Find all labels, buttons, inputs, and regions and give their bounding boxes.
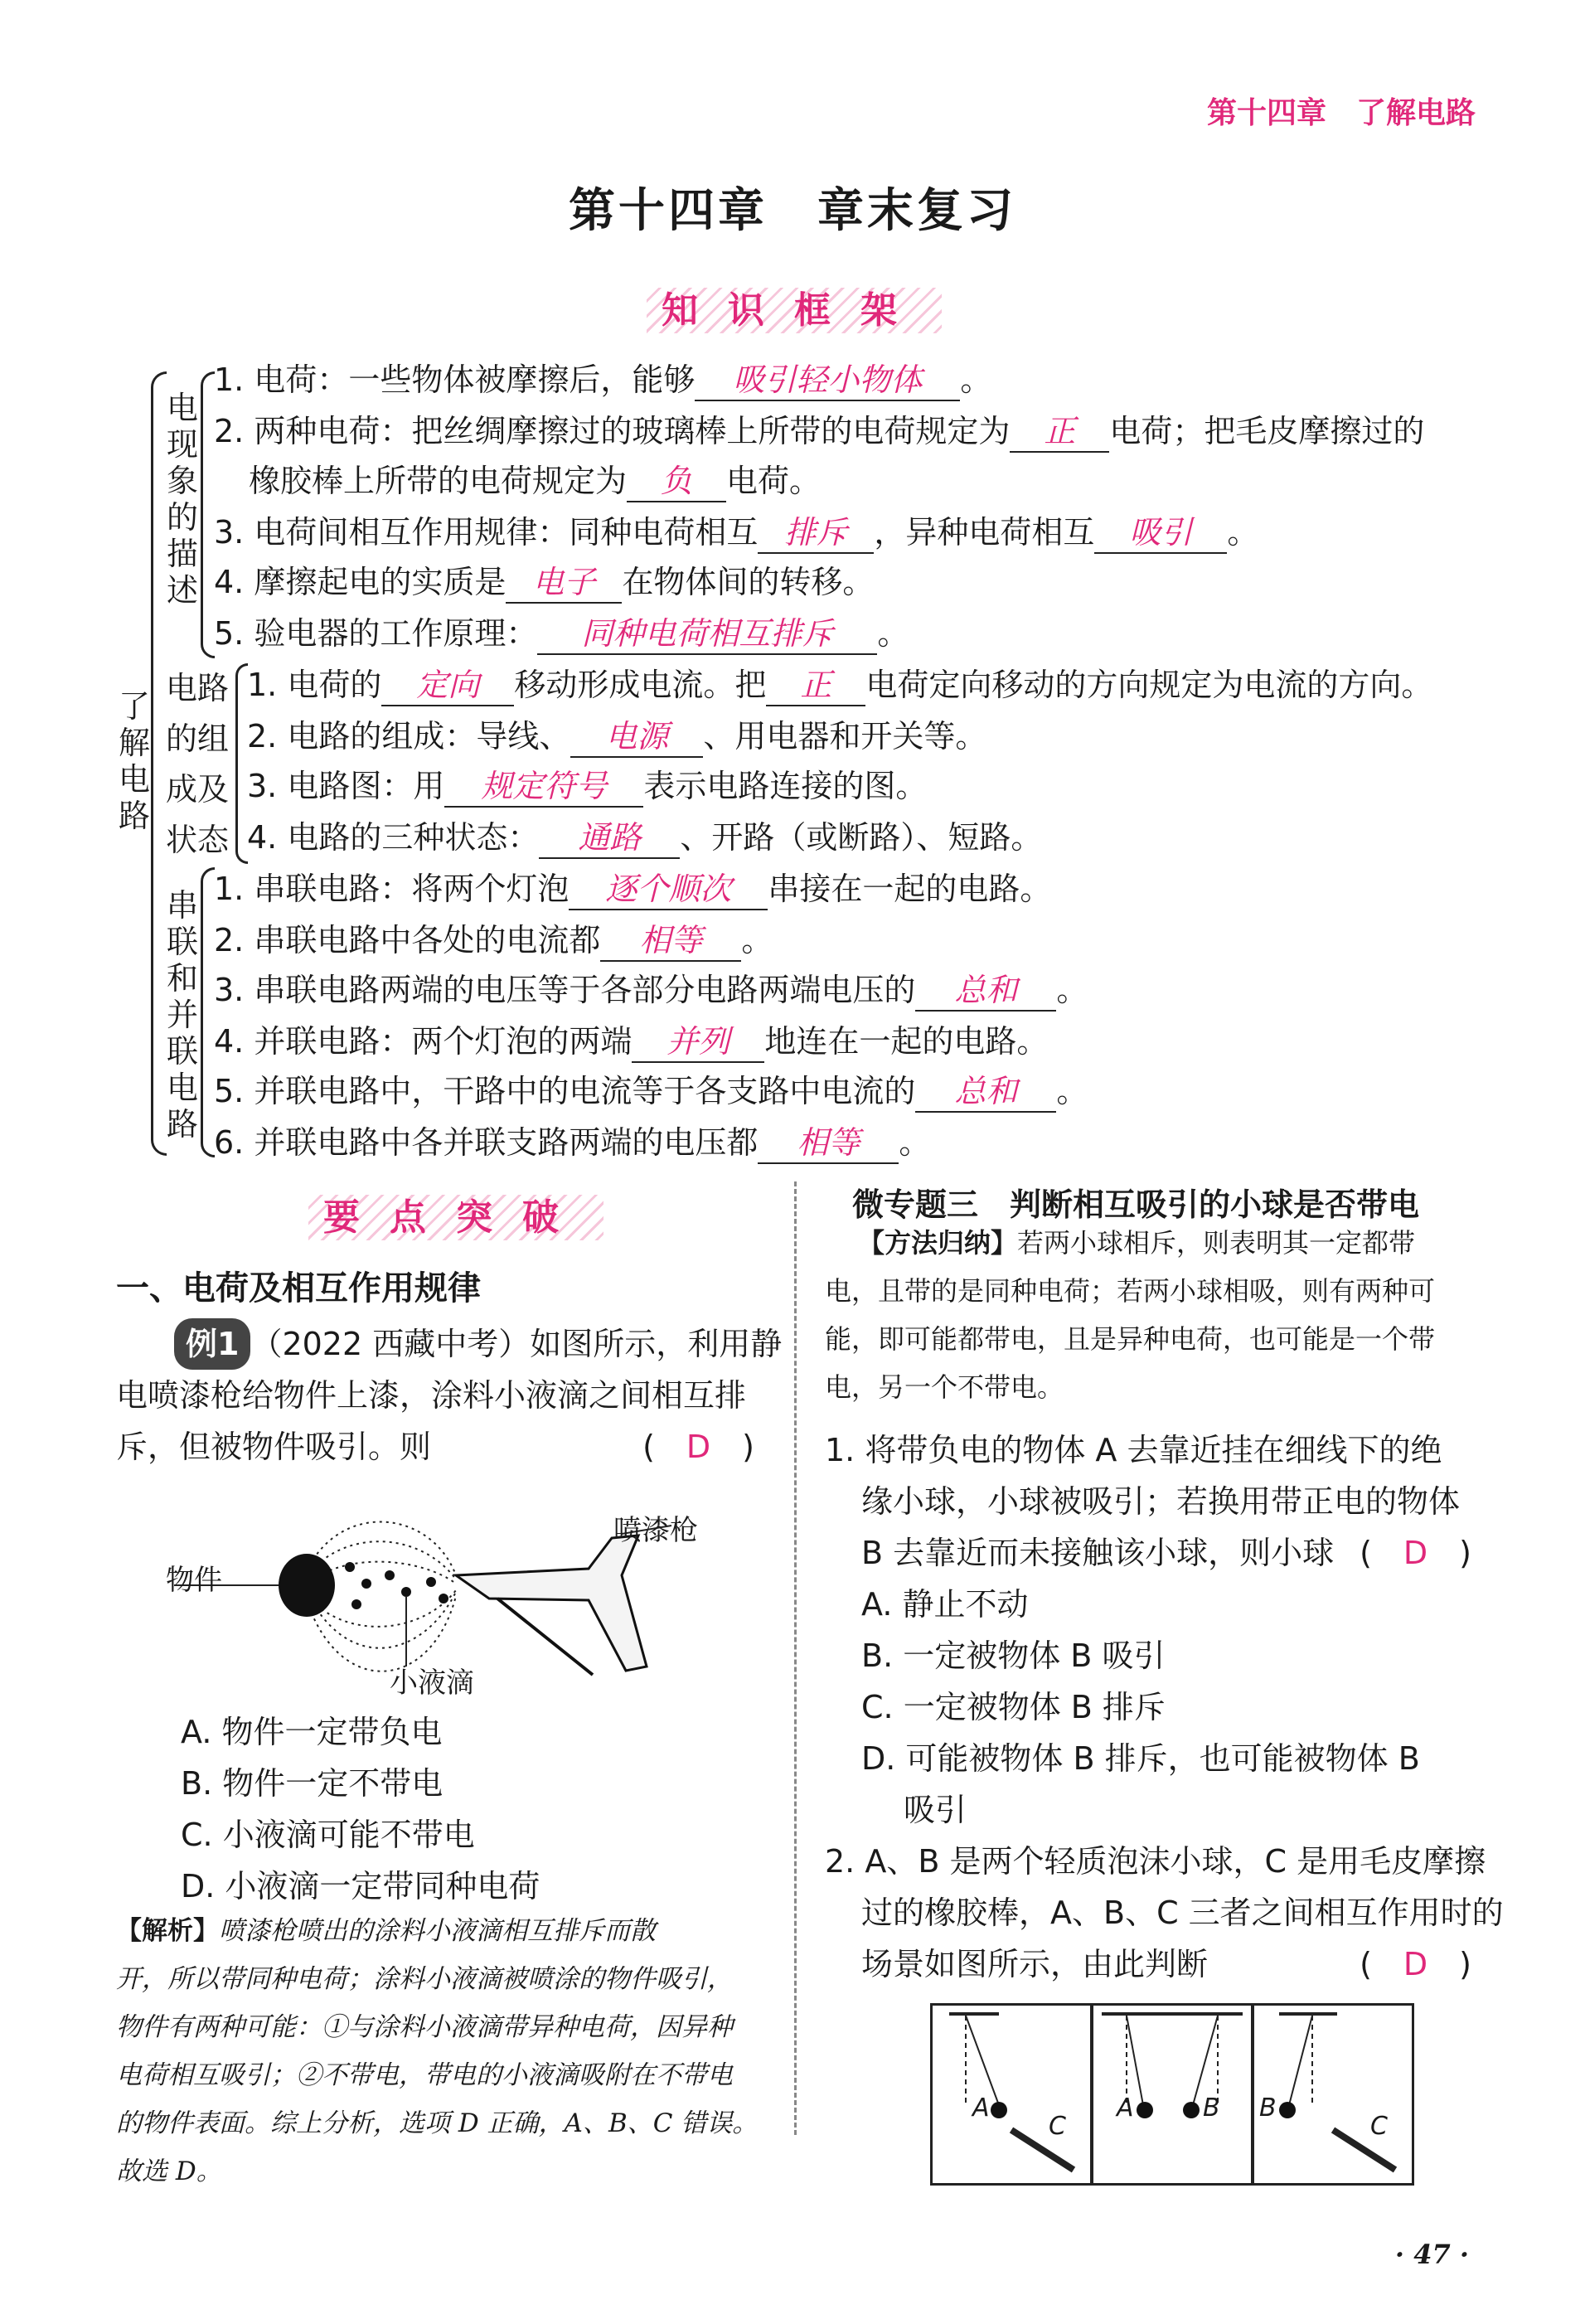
root-label: 了解电路 — [118, 688, 150, 834]
group-brace-2 — [235, 663, 248, 864]
kf-line-10 — [247, 813, 1042, 862]
analysis-line: 电荷相互吸引；②不带电，带电的小液滴吸附在不带电 — [116, 2060, 733, 2090]
kf-line-11 — [214, 864, 1051, 914]
panel-2-label-a: A — [1117, 2094, 1134, 2123]
method-tag: 【方法归纳】 — [858, 1227, 1018, 1259]
analysis-line: 故选 D。 — [116, 2157, 222, 2186]
figure-panel-1 — [930, 2003, 1093, 2186]
kf-text: 。 — [960, 361, 992, 398]
question-2: 2. A、B 是两个轻质泡沫小球，C 是用毛皮摩擦 过的橡胶棒，A、B、C 三者之间相互作用时的 场景如图所示，由此判断 ( D ) — [825, 1836, 1488, 1990]
kf-answer-blank: 吸引 — [1094, 512, 1227, 554]
panel-3-label-b: B — [1259, 2094, 1277, 2123]
question-line: 过的橡胶棒，A、B、C 三者之间相互作用时的 — [861, 1895, 1504, 1931]
page-number: · 47 · — [1394, 2239, 1469, 2270]
kf-answer-blank: 电源 — [570, 716, 703, 758]
banner-text: 要点突破 — [308, 1195, 603, 1240]
kf-text: 1. 电荷的 — [247, 667, 382, 703]
kf-line-3 — [249, 456, 821, 506]
method-line: 电，且带的是同种电荷；若两小球相吸，则有两种可 — [825, 1275, 1436, 1307]
kf-text: 4. 并联电路：两个灯泡的两端 — [214, 1023, 633, 1060]
kf-text: 。 — [741, 922, 773, 958]
analysis-tag: 【解析】 — [116, 1916, 219, 1946]
figure-panel-2 — [1091, 2003, 1253, 2186]
panel-2-label-b: B — [1203, 2094, 1220, 2123]
panel-1-drawing — [933, 2006, 1090, 2183]
analysis-line: 喷漆枪喷出的涂料小液滴相互排斥而散 — [219, 1916, 656, 1946]
kf-answer-blank: 定向 — [381, 665, 514, 706]
kf-line-13 — [214, 965, 1088, 1015]
banner-key-points — [308, 1187, 603, 1240]
kf-text: 、开路（或断路）、短路。 — [680, 819, 1043, 856]
kf-text: 2. 电路的组成：导线、 — [247, 718, 571, 754]
kf-line-2 — [214, 406, 1424, 456]
kf-text: 5. 验电器的工作原理： — [214, 615, 538, 652]
section-heading: 一、电荷及相互作用规律 — [116, 1269, 481, 1308]
page-title: 第十四章 章末复习 — [569, 183, 1016, 238]
kf-text: 4. 摩擦起电的实质是 — [214, 564, 507, 600]
example-tag: 例1 — [174, 1318, 250, 1370]
question-line: 2. A、B 是两个轻质泡沫小球，C 是用毛皮摩擦 — [825, 1843, 1486, 1880]
banner-text: 知识框架 — [647, 288, 942, 333]
kf-line-14 — [214, 1016, 1048, 1066]
kf-text: 移动形成电流。把 — [514, 667, 767, 703]
question-line: 缘小球，小球被吸引；若换用带正电的物体 — [861, 1483, 1461, 1520]
kf-text: 。 — [1056, 1073, 1088, 1109]
kf-text: 地连在一起的电路。 — [764, 1023, 1049, 1060]
panel-1-label-c: C — [1049, 2112, 1066, 2141]
analysis-block — [116, 1907, 788, 2195]
kf-answer-blank: 负 — [627, 461, 726, 502]
option-b: B. 一定被物体 B 吸引 — [861, 1637, 1166, 1674]
group-label-circuit-state: 电路的组成及状态 — [166, 670, 230, 858]
kf-line-9 — [247, 761, 927, 811]
question-line: 1. 将带负电的物体 A 去靠近挂在细线下的绝 — [825, 1432, 1442, 1468]
kf-line-8 — [247, 711, 986, 761]
kf-answer-blank: 同种电荷相互排斥 — [537, 614, 877, 655]
option-c: C. 小液滴可能不带电 — [181, 1817, 475, 1853]
analysis-line: 的物件表面。综上分析，选项 D 正确，A、B、C 错误。 — [116, 2108, 759, 2138]
option-b: B. 物件一定不带电 — [181, 1765, 444, 1802]
kf-text: 。 — [899, 1124, 931, 1161]
kf-answer-blank: 正 — [766, 665, 865, 706]
kf-text: 在物体间的转移。 — [622, 564, 875, 600]
kf-answer-blank: 电子 — [506, 562, 622, 604]
answer-mark: D — [1403, 1946, 1428, 1982]
figure-label-drop: 小液滴 — [390, 1667, 474, 1700]
kf-text: 4. 电路的三种状态： — [247, 819, 540, 856]
example-1: 例1 （2022 西藏中考）如图所示，利用静 电喷漆枪给物件上漆，涂料小液滴之间相互排 斥，但被物件吸引。则 ( D ) — [116, 1318, 779, 1473]
kf-text: 橡胶棒上所带的电荷规定为 — [249, 463, 628, 499]
kf-answer-blank: 总和 — [915, 970, 1056, 1012]
chapter-header: 第十四章 了解电路 — [1206, 96, 1476, 130]
kf-answer-blank: 通路 — [539, 818, 680, 859]
kf-text: 。 — [877, 615, 909, 652]
kf-answer-blank: 正 — [1010, 411, 1109, 453]
figure-label-gun: 喷漆枪 — [613, 1514, 698, 1547]
kf-text: 表示电路连接的图。 — [643, 768, 928, 804]
method-line: 若两小球相斥，则表明其一定都带 — [1017, 1227, 1416, 1259]
kf-answer-blank: 规定符号 — [444, 766, 643, 808]
option-c: C. 一定被物体 B 排斥 — [861, 1689, 1166, 1725]
method-line: 电，另一个不带电。 — [825, 1371, 1064, 1403]
option-a: A. 物件一定带负电 — [181, 1714, 443, 1750]
kf-text: 电荷；把毛皮摩擦过的 — [1109, 413, 1425, 449]
method-summary — [825, 1219, 1480, 1411]
kf-line-4 — [214, 507, 1258, 557]
kf-line-15 — [214, 1066, 1088, 1116]
example-text: （2022 西藏中考）如图所示，利用静 — [250, 1326, 783, 1362]
analysis-line: 物件有两种可能：①与涂料小液滴带异种电荷，因异种 — [116, 2012, 733, 2042]
question-line: B 去靠近而未接触该小球，则小球 — [861, 1535, 1335, 1571]
kf-text: ，异种电荷相互 — [874, 514, 1095, 551]
figure-panel-3 — [1252, 2003, 1414, 2186]
group-brace-3 — [201, 867, 215, 1157]
kf-text: 3. 电路图：用 — [247, 768, 445, 804]
kf-answer-blank: 总和 — [915, 1071, 1056, 1113]
column-divider — [794, 1181, 797, 2135]
example-text: 电喷漆枪给物件上漆，涂料小液滴之间相互排 — [116, 1377, 747, 1414]
kf-line-6 — [214, 609, 909, 658]
kf-line-16 — [214, 1118, 930, 1167]
kf-text: 3. 串联电路两端的电压等于各部分电路两端电压的 — [214, 972, 916, 1008]
example-options — [181, 1706, 540, 1912]
kf-line-5 — [214, 557, 874, 607]
kf-text: 5. 并联电路中，干路中的电流等于各支路中电流的 — [214, 1073, 916, 1109]
kf-text: 6. 并联电路中各并联支路两端的电压都 — [214, 1124, 759, 1161]
kf-answer-blank: 吸引轻小物体 — [695, 360, 960, 401]
kf-answer-blank: 逐个顺次 — [569, 869, 768, 910]
kf-text: 1. 串联电路：将两个灯泡 — [214, 871, 570, 907]
kf-text: 串接在一起的电路。 — [768, 871, 1052, 907]
panel-3-label-c: C — [1370, 2112, 1388, 2141]
group-brace-1 — [201, 371, 215, 658]
kf-answer-blank: 并列 — [632, 1021, 764, 1063]
question-line: 场景如图所示，由此判断 — [861, 1946, 1209, 1982]
option-a: A. 静止不动 — [861, 1586, 1029, 1623]
banner-knowledge-framework — [647, 280, 942, 333]
kf-answer-blank: 排斥 — [758, 512, 874, 554]
group-label-series-parallel: 串联和并联电路 — [166, 887, 198, 1143]
option-d-cont: 吸引 — [904, 1792, 967, 1828]
panel-1-label-a: A — [972, 2094, 990, 2123]
figure-label-object: 物件 — [166, 1564, 222, 1597]
kf-answer-blank: 相等 — [600, 920, 741, 962]
example-text: 斥，但被物件吸引。则 — [116, 1429, 432, 1465]
analysis-line: 开，所以带同种电荷；涂料小液滴被喷涂的物件吸引， — [116, 1964, 733, 1994]
kf-text: 。 — [1056, 972, 1088, 1008]
kf-text: 2. 串联电路中各处的电流都 — [214, 922, 601, 958]
kf-line-1 — [214, 355, 991, 405]
option-d: D. 小液滴一定带同种电荷 — [181, 1868, 540, 1904]
kf-answer-blank: 相等 — [758, 1123, 899, 1164]
kf-text: 电荷。 — [726, 463, 822, 499]
kf-text: 1. 电荷：一些物体被摩擦后，能够 — [214, 361, 696, 398]
answer-mark: D — [1403, 1535, 1428, 1571]
kf-text: 3. 电荷间相互作用规律：同种电荷相互 — [214, 514, 759, 551]
group-label-electric-phenomena: 电现象的描述 — [166, 390, 198, 609]
kf-text: 、用电器和开关等。 — [703, 718, 987, 754]
kf-text: 。 — [1227, 514, 1259, 551]
panel-3-drawing — [1254, 2006, 1412, 2183]
micro-topic-title: 微专题三 判断相互吸引的小球是否带电 — [852, 1186, 1420, 1223]
kf-text: 电荷定向移动的方向规定为电流的方向。 — [865, 667, 1433, 703]
question-1: 1. 将带负电的物体 A 去靠近挂在细线下的绝 缘小球，小球被吸引；若换用带正电的物体 B 去靠近而未接触该小球，则小球 ( D ) A. 静止不动 B. 一定被物体 B 吸引 C. 一定被物体 B 排斥 D. 可能被物体 B 排斥，也可能被物体 B 吸引 — [825, 1424, 1488, 1836]
kf-line-7 — [247, 660, 1432, 710]
method-line: 能，即可能都带电，且是异种电荷，也可能是一个带 — [825, 1323, 1436, 1355]
kf-line-12 — [214, 915, 773, 965]
kf-text: 2. 两种电荷：把丝绸摩擦过的玻璃棒上所带的电荷规定为 — [214, 413, 1011, 449]
option-d: D. 可能被物体 B 排斥，也可能被物体 B — [861, 1740, 1420, 1777]
answer-mark: D — [686, 1429, 711, 1465]
